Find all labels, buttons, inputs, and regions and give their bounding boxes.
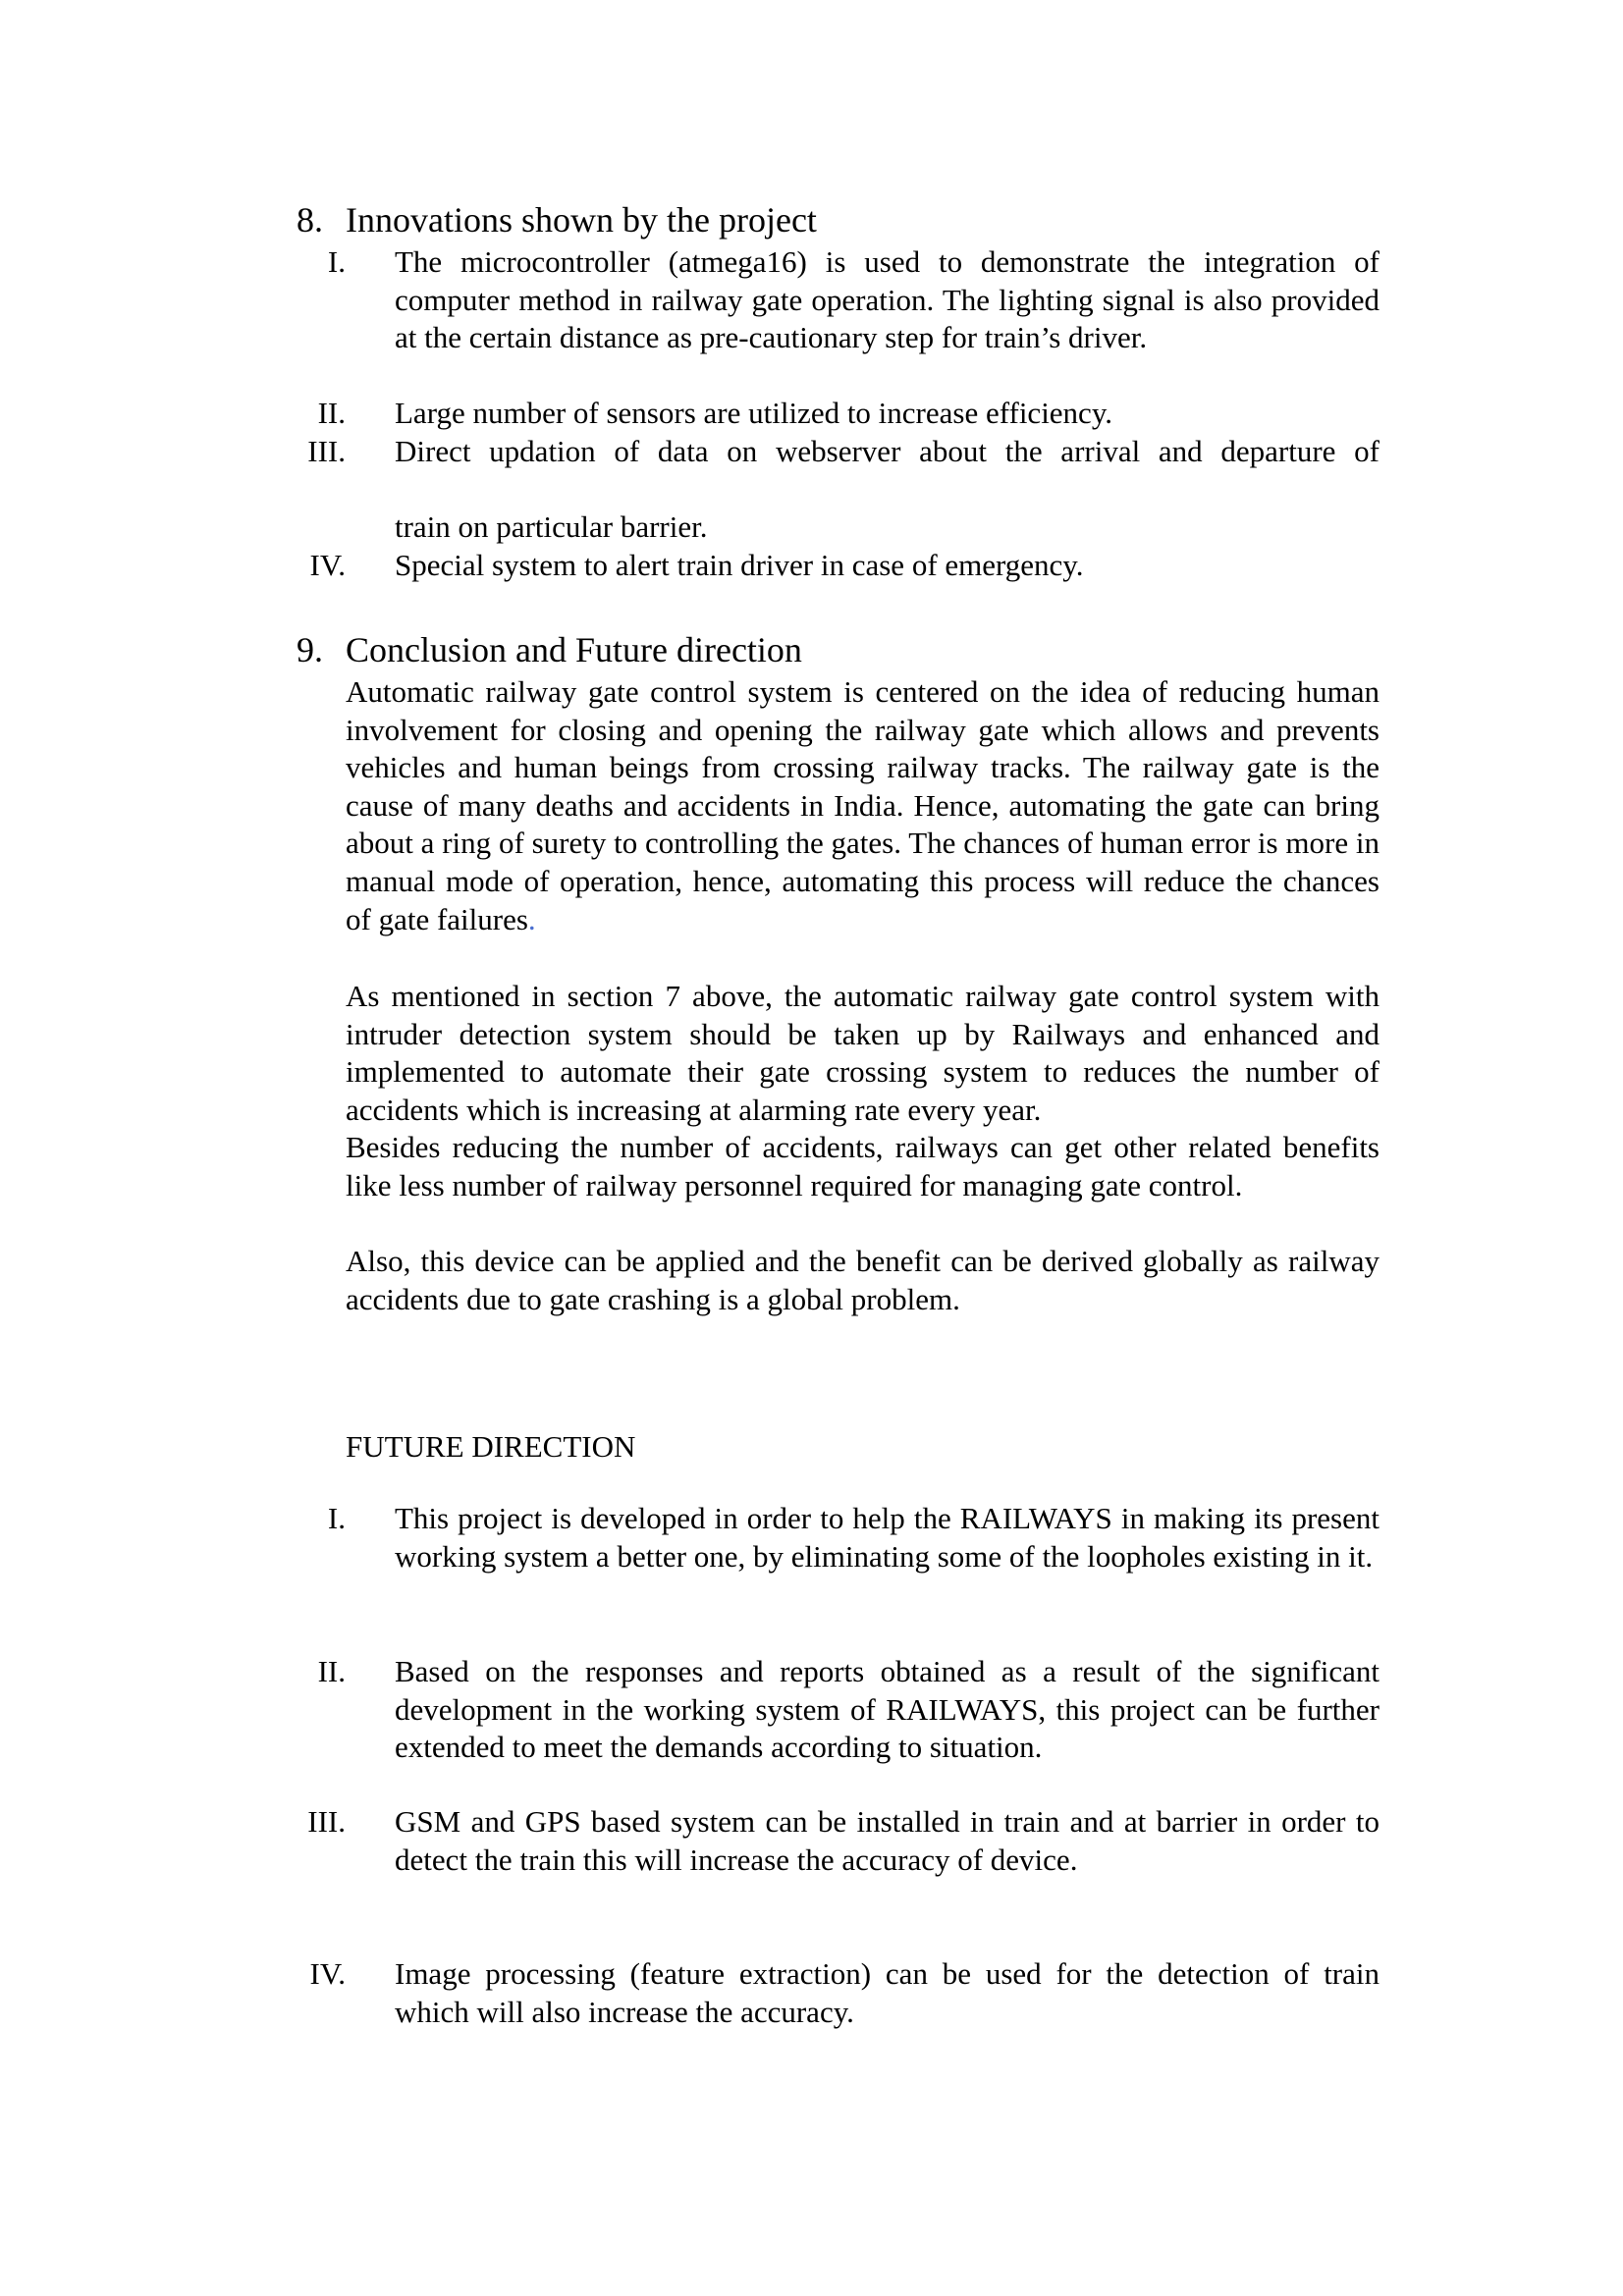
future-text: GSM and GPS based system can be installed in train and at barrier in order to detect the train this will increase the accuracy of device. <box>395 1804 1380 1877</box>
future-text: Image processing (feature extraction) can be used for the detection of train which will also increase the accuracy. <box>395 1956 1380 2029</box>
innovation-text-continuation: train on particular barrier. <box>395 509 708 544</box>
roman-numeral: III. <box>307 1804 346 1839</box>
innovation-text: Direct updation of data on webserver about the arrival and departure of <box>395 434 1380 468</box>
innovation-text: The microcontroller (atmega16) is used to demonstrate the integration of computer method in railway gate operation. The lighting signal is also provided at the certain distance as pre-cautionary step for train’s driver. <box>395 244 1380 355</box>
conclusion-paragraph-4: Also, this device can be applied and the benefit can be derived globally as railway accidents due to gate crashing is a global problem. <box>346 1244 1380 1316</box>
section-9-number: 9. <box>297 630 323 669</box>
roman-numeral: IV. <box>309 1956 346 1991</box>
innovation-text: Special system to alert train driver in case of emergency. <box>395 548 1084 582</box>
section-8-title: Innovations shown by the project <box>346 200 817 240</box>
future-text: Based on the responses and reports obtained as a result of the significant development in the working system of RAILWAYS, this project can be further extended to meet the demands according to situation. <box>395 1654 1380 1765</box>
conclusion-paragraph-1 <box>346 673 1380 938</box>
section-8-number: 8. <box>297 200 323 240</box>
future-direction-heading: FUTURE DIRECTION <box>346 1429 636 1464</box>
section-9-title: Conclusion and Future direction <box>346 630 802 669</box>
roman-numeral: I. <box>327 244 346 279</box>
roman-numeral: I. <box>327 1501 346 1535</box>
conclusion-paragraph-1-text: Automatic railway gate control system is centered on the idea of reducing human involvement for closing and opening the railway gate which allows and prevents vehicles and human beings from crossing railway tracks. The railway gate is the cause of many deaths and accidents in India. Hence, automating the gate can bring about a ring of surety to controlling the gates. The chances of human error is more in manual mode of operation, hence, automating this process will reduce the chances of gate failures <box>346 674 1380 936</box>
roman-numeral: IV. <box>309 548 346 582</box>
conclusion-paragraph-2: As mentioned in section 7 above, the automatic railway gate control system with intruder detection system should be taken up by Railways and enhanced and implemented to automate their gate crossing system to reduces the number of accidents which is increasing at alarming rate every year. <box>346 979 1380 1127</box>
roman-numeral: III. <box>307 434 346 468</box>
future-text: This project is developed in order to help the RAILWAYS in making its present working system a better one, by eliminating some of the loopholes existing in it. <box>395 1501 1380 1574</box>
roman-numeral: II. <box>317 1654 346 1688</box>
innovation-text: Large number of sensors are utilized to increase efficiency. <box>395 396 1113 430</box>
roman-numeral: II. <box>317 396 346 430</box>
blue-period: . <box>527 901 536 936</box>
conclusion-paragraph-3: Besides reducing the number of accidents, railways can get other related benefits like less number of railway personnel required for managing gate control. <box>346 1130 1380 1202</box>
